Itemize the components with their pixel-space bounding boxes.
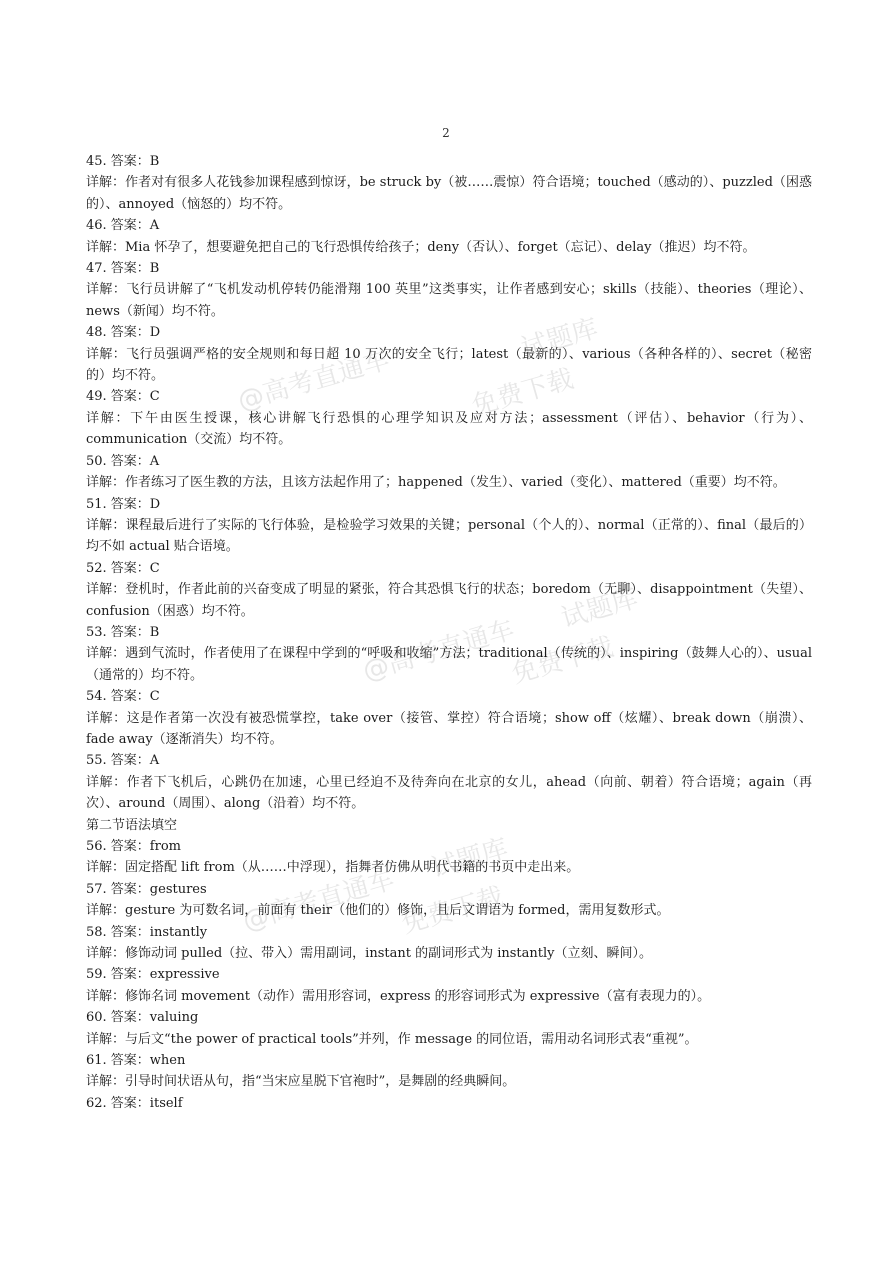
answer-line: 59. 答案：expressive xyxy=(86,967,220,983)
watermark: 试题库 xyxy=(428,833,512,885)
explanation-text: 详解：作者下飞机后，心跳仍在加速，心里已经迫不及待奔向在北京的女儿，ahead（向前、朝着）符合语境；again（再次）、around（周围）、along（沿着）均不符。 xyxy=(86,774,812,812)
explanation-text: 详解：修饰名词 movement（动作）需用形容词，express 的形容词形式为 expressive（富有表现力的）。 xyxy=(86,988,711,1004)
answer-entry xyxy=(86,1050,812,1093)
explanation-text: 详解：作者对有很多人花钱参加课程感到惊讶，be struck by（被……震惊）符合语境；touched（感动的）、puzzled（困惑的）、annoyed（恼怒的）均不符。 xyxy=(86,175,812,212)
answer-line: 55. 答案：A xyxy=(86,753,160,769)
answer-entry xyxy=(86,558,812,622)
answer-line: 60. 答案：valuing xyxy=(86,1010,199,1026)
explanation-text: 详解：引导时间状语从句，指“当宋应星脱下官袍时”，是舞剧的经典瞬间。 xyxy=(86,1074,516,1090)
answer-entry xyxy=(86,494,812,558)
watermark: 试题库 xyxy=(518,313,602,365)
answer-line: 61. 答案：when xyxy=(86,1053,186,1069)
answer-entry xyxy=(86,1093,812,1114)
answer-entry xyxy=(86,750,812,814)
watermark: 免费下载 xyxy=(398,882,507,940)
answer-line: 51. 答案：D xyxy=(86,496,161,512)
watermark: @高考直通车 xyxy=(239,864,398,937)
answer-entry xyxy=(86,922,812,965)
answer-entry xyxy=(86,386,812,450)
answer-entry xyxy=(86,215,812,258)
answer-entry xyxy=(86,151,812,215)
answer-line: 49. 答案：C xyxy=(86,389,160,405)
answer-line: 50. 答案：A xyxy=(86,453,160,469)
answer-entry xyxy=(86,1007,812,1050)
explanation-text: 详解：修饰动词 pulled（拉、带入）需用副词，instant 的副词形式为 instantly（立刻、瞬间）。 xyxy=(86,946,652,962)
answer-line: 53. 答案：B xyxy=(86,624,160,640)
explanation-text: 详解：飞行员讲解了“飞机发动机停转仍能滑翔 100 英里”这类事实，让作者感到安心；skills（技能）、theories（理论）、news（新闻）均不符。 xyxy=(86,282,812,319)
answer-line: 47. 答案：B xyxy=(86,261,160,277)
section-title: 第二节语法填空 xyxy=(86,817,178,833)
answer-line: 54. 答案：C xyxy=(86,689,160,705)
answer-line: 46. 答案：A xyxy=(86,218,160,234)
explanation-text: 详解：下午由医生授课，核心讲解飞行恐惧的心理学知识及应对方法；assessment（评估）、behavior（行为）、communication（交流）均不符。 xyxy=(86,410,812,448)
answer-line: 57. 答案：gestures xyxy=(86,881,207,897)
explanation-text: 详解：gesture 为可数名词，前面有 their（他们的）修饰，且后文谓语为 formed，需用复数形式。 xyxy=(86,903,670,919)
watermark: @高考直通车 xyxy=(359,614,518,687)
explanation-text: 详解：登机时，作者此前的兴奋变成了明显的紧张，符合其恐惧飞行的状态；boredom（无聊）、disappointment（失望）、confusion（困惑）均不符。 xyxy=(86,582,812,619)
explanation-text: 详解：作者练习了医生教的方法，且该方法起作用了；happened（发生）、varied（变化）、mattered（重要）均不符。 xyxy=(86,475,786,491)
answer-line: 45. 答案：B xyxy=(86,154,160,169)
answer-entry xyxy=(86,322,812,386)
answer-entry xyxy=(86,451,812,494)
answer-content xyxy=(86,151,812,1114)
explanation-text: 详解：与后文“the power of practical tools”并列，作 message 的同位语，需用动名词形式表“重视”。 xyxy=(86,1031,698,1047)
watermark: 免费下载 xyxy=(508,632,617,690)
answer-entry xyxy=(86,622,812,686)
explanation-text: 详解：固定搭配 lift from（从……中浮现），指舞者仿佛从明代书籍的书页中走出来。 xyxy=(86,860,580,876)
watermark: 试题库 xyxy=(558,583,642,635)
answer-entry xyxy=(86,836,812,879)
answer-line: 56. 答案：from xyxy=(86,839,181,854)
answer-entry xyxy=(86,258,812,322)
watermark: 免费下载 xyxy=(468,364,577,422)
answer-entry xyxy=(86,879,812,922)
page-number: 2 xyxy=(442,126,450,140)
explanation-text: 详解：这是作者第一次没有被恐慌掌控，take over（接管、掌控）符合语境；show off（炫耀）、break down（崩溃）、fade away（逐渐消失）均不符。 xyxy=(86,710,812,747)
answer-line: 48. 答案：D xyxy=(86,325,161,341)
explanation-text: 详解：Mia 怀孕了，想要避免把自己的飞行恐惧传给孩子；deny（否认）、forget（忘记）、delay（推迟）均不符。 xyxy=(86,239,756,255)
explanation-text: 详解：飞行员强调严格的安全规则和每日超 10 万次的安全飞行；latest（最新的）、various（各种各样的）、secret（秘密的）均不符。 xyxy=(86,346,812,384)
answer-line: 58. 答案：instantly xyxy=(86,924,208,940)
answer-entry xyxy=(86,686,812,750)
explanation-text: 详解：遇到气流时，作者使用了在课程中学到的“呼吸和收缩”方法；traditional（传统的）、inspiring（鼓舞人心的）、usual（通常的）均不符。 xyxy=(86,646,812,683)
explanation-text: 详解：课程最后进行了实际的飞行体验，是检验学习效果的关键；personal（个人的）、normal（正常的）、final（最后的）均不如 actual 贴合语境。 xyxy=(86,517,812,555)
watermark: @高考直通车 xyxy=(234,344,393,417)
answer-line: 52. 答案：C xyxy=(86,560,160,576)
answer-line: 62. 答案：itself xyxy=(86,1095,183,1111)
answer-entry xyxy=(86,964,812,1007)
